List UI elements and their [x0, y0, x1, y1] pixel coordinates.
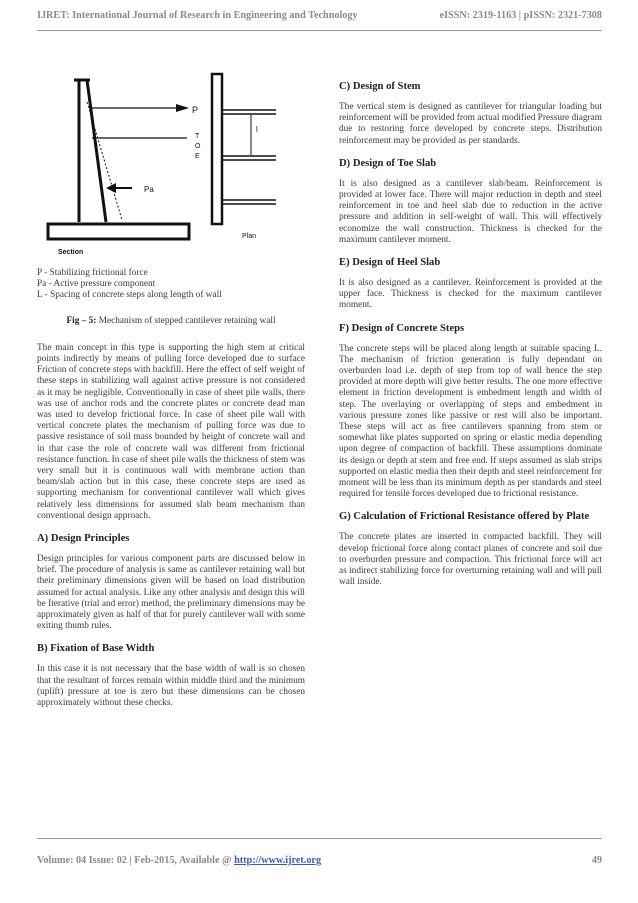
caption-text: Mechanism of stepped cantilever retaining wall: [98, 315, 276, 326]
journal-issn: eISSN: 2319-1163 | pISSN: 2321-7308: [439, 10, 602, 21]
left-column: [37, 268, 305, 719]
page-number: 49: [591, 855, 602, 866]
section-heading-d: D) Design of Toe Slab: [339, 157, 437, 169]
page-footer: [37, 855, 602, 866]
retaining-wall-figure: [44, 72, 290, 262]
label-plan: Plan: [242, 233, 257, 240]
label-pa: Pa: [144, 185, 154, 194]
footer-rule: [37, 838, 602, 839]
label-o: O: [195, 143, 201, 150]
header-rule: [37, 30, 602, 31]
label-p: P: [192, 105, 199, 115]
section-heading-e: E) Design of Heel Slab: [339, 257, 441, 269]
section-heading-c: C) Design of Stem: [339, 81, 421, 92]
footer-volume: Volume: 04 Issue: 02 | Feb-2015, Available @: [37, 855, 235, 866]
legend-item: P - Stabilizing frictional force: [37, 268, 148, 278]
plan-view: [212, 74, 276, 224]
section-text-b: In this case it is not necessary that the base width of wall is so chosen that the resultant of forces remain within middle third and the minimum (uplift) pressure at toe is zero but these dimensions can be chosen approximately without these checks.: [37, 664, 305, 709]
caption-label: Fig – 5:: [66, 315, 97, 326]
section-text-e: It is also designed as a cantilever. Reinforcement is provided at the upper face. Thickness is checked for the maximum cantilever moment.: [339, 278, 602, 311]
section-heading-f: F) Design of Concrete Steps: [339, 322, 465, 334]
legend-item: Pa - Active pressure component: [37, 279, 156, 290]
right-column: [339, 80, 602, 599]
section-text-g: The concrete plates are inserted in compacted backfill. They will develop frictional force along contact planes of concrete and soil due to overburden pressure and compaction. This frictional force will act as indirect stabilizing force for overturning retaining wall and will pull wall inside.: [339, 532, 602, 588]
journal-link[interactable]: http://www.ijret.org: [234, 855, 322, 866]
section-text-d: It is also designed as a cantilever slab/beam. Reinforcement is provided at lower face. There will major reduction in depth and steel reinforcement in toe and heel slab due to reduction in the active pressure and addition in self-weight of wall. This will effectively economize the wall construction. Thickness is checked for the maximum cantilever moment.: [339, 178, 602, 245]
figure-legend: [37, 268, 305, 302]
intro-paragraph: The main concept in this type is supporting the high stem at critical points indirectly by means of pulling force developed due to surface Friction of concrete steps with backfill. Here the effect of self weight of these steps in stabilizing wall against active pressure is not considered as it may be negligible. Conventionally in case of sheet pile walls, there was use of anchor rods and the concrete plates or concrete dead man was used to develop frictional force. In case of sheet pile wall with vertical concrete plates the mechanism of pulling force was due to passive resistance of soil mass bounded by height of concrete wall and in that case the role of concrete wall was different from frictional resistance function. In case of sheet pile walls the thickness of stem was very small but it is continuous wall with membrane action than beam/slab action but in this case, these concrete steps are used as supporting mechanism for conventional cantilever wall which gives relatively less dimensions for assumed slab beam mechanism than conventional design approach.: [37, 342, 305, 521]
figure-caption: [37, 316, 305, 327]
journal-title: IJRET: International Journal of Research in Engineering and Technology: [37, 10, 358, 21]
section-text-c: The vertical stem is designed as cantilever for triangular loading but reinforcement will be provided from actual modified Pressure diagram due to restoring force developed by concrete steps. Distribution reinforcement may be provided as per standards.: [339, 102, 602, 146]
section-view: [48, 80, 189, 239]
section-text-a: Design principles for various component parts are discussed below in brief. The procedure of analysis is same as cantilever retaining wall but their preliminary dimensions given will be based on load distribution assumed for actual analysis. Like any other analysis and design this will be Iterative (trial and error) method, the preliminary dimensions may be approximately given as half of that for purely cantilever wall with some exiting thumb rules.: [37, 554, 305, 632]
label-t: T: [195, 133, 200, 140]
label-e: E: [195, 153, 200, 160]
legend-item: L - Spacing of concrete steps along length of wall: [37, 290, 222, 301]
section-text-f: The concrete steps will be placed along length at suitable spacing L. The mechanism of friction generation is fully dependant on overburden load i.e. depth of step from top of wall hence the step provided at more depth will give better results. The one more effective element in friction development is embedment length and width of step. The overlaying or overlapping of steps and embedment in various pressure zones like passive or rest will also be important. These steps will act as free cantilevers spanning from stem or somewhat like plates supported on spring or elastic media depending upon degree of compaction of backfill. These assumptions dominate its design or depth at stem and free end. If steps assumed as slab strips supported on elastic media then their depth and steel reinforcement for moment will be less than its minimum depth as per standards and steel required for tensile forces developed due to frictional resistance.: [339, 343, 602, 500]
force-p-arrowhead: [176, 104, 189, 112]
section-heading-b: B) Fixation of Base Width: [37, 643, 155, 655]
label-section: Section: [58, 249, 84, 256]
label-l: l: [256, 125, 258, 134]
section-heading-a: A) Design Principles: [37, 533, 130, 545]
section-heading-g: G) Calculation of Frictional Resistance offered by Plate: [339, 511, 590, 523]
